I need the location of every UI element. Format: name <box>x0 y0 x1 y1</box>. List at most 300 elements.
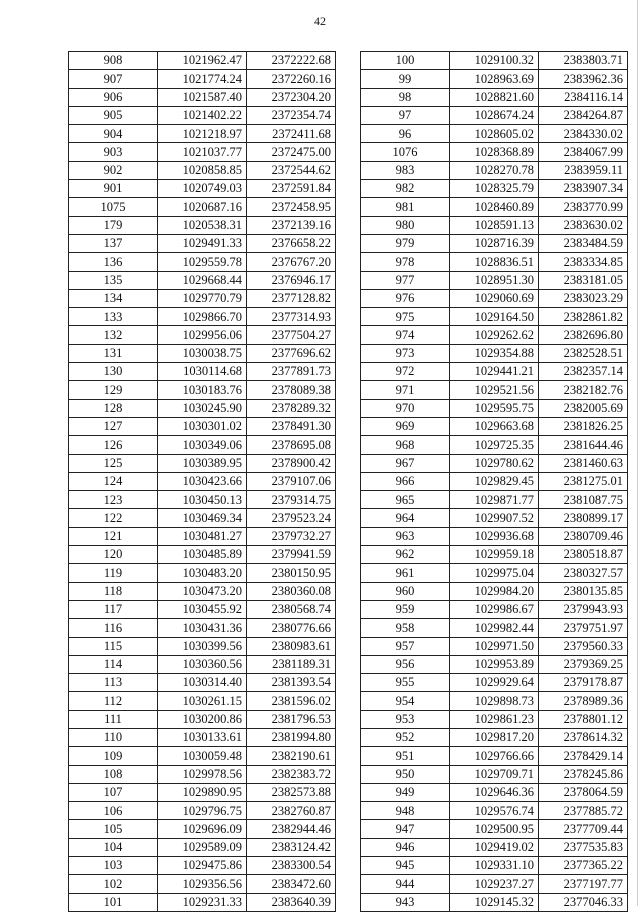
x-coordinate-cell: 1029898.73 <box>450 692 539 710</box>
right-table-body <box>361 52 628 912</box>
point-number-cell: 117 <box>69 600 158 618</box>
point-number-cell: 96 <box>361 125 450 143</box>
y-coordinate-cell: 2379369.25 <box>539 655 628 673</box>
y-coordinate-cell: 2381644.46 <box>539 436 628 454</box>
y-coordinate-cell: 2372260.16 <box>247 70 336 88</box>
table-row <box>69 783 336 801</box>
x-coordinate-cell: 1029475.86 <box>158 857 247 875</box>
point-number-cell: 961 <box>361 564 450 582</box>
point-number-cell: 902 <box>69 161 158 179</box>
table-row <box>361 546 628 564</box>
x-coordinate-cell: 1029331.10 <box>450 857 539 875</box>
x-coordinate-cell: 1029356.56 <box>158 875 247 893</box>
x-coordinate-cell: 1028951.30 <box>450 271 539 289</box>
y-coordinate-cell: 2380518.87 <box>539 546 628 564</box>
point-number-cell: 905 <box>69 106 158 124</box>
y-coordinate-cell: 2383334.85 <box>539 253 628 271</box>
y-coordinate-cell: 2383640.39 <box>247 893 336 911</box>
table-row <box>361 728 628 746</box>
table-row <box>361 70 628 88</box>
y-coordinate-cell: 2376658.22 <box>247 234 336 252</box>
point-number-cell: 111 <box>69 710 158 728</box>
table-row <box>361 161 628 179</box>
x-coordinate-cell: 1029986.67 <box>450 600 539 618</box>
x-coordinate-cell: 1021037.77 <box>158 143 247 161</box>
x-coordinate-cell: 1029262.62 <box>450 326 539 344</box>
y-coordinate-cell: 2378989.36 <box>539 692 628 710</box>
x-coordinate-cell: 1029595.75 <box>450 399 539 417</box>
point-number-cell: 981 <box>361 198 450 216</box>
point-number-cell: 121 <box>69 527 158 545</box>
y-coordinate-cell: 2383803.71 <box>539 52 628 70</box>
y-coordinate-cell: 2376767.20 <box>247 253 336 271</box>
y-coordinate-cell: 2378429.14 <box>539 747 628 765</box>
y-coordinate-cell: 2380568.74 <box>247 600 336 618</box>
table-row <box>69 234 336 252</box>
table-row <box>69 344 336 362</box>
y-coordinate-cell: 2383484.59 <box>539 234 628 252</box>
y-coordinate-cell: 2383124.42 <box>247 838 336 856</box>
point-number-cell: 105 <box>69 820 158 838</box>
point-number-cell: 966 <box>361 472 450 490</box>
x-coordinate-cell: 1029929.64 <box>450 674 539 692</box>
table-row <box>69 161 336 179</box>
x-coordinate-cell: 1029231.33 <box>158 893 247 911</box>
y-coordinate-cell: 2382383.72 <box>247 765 336 783</box>
x-coordinate-cell: 1021402.22 <box>158 106 247 124</box>
table-row <box>361 692 628 710</box>
point-number-cell: 956 <box>361 655 450 673</box>
x-coordinate-cell: 1029956.06 <box>158 326 247 344</box>
y-coordinate-cell: 2381826.25 <box>539 417 628 435</box>
table-row <box>69 106 336 124</box>
y-coordinate-cell: 2380135.85 <box>539 582 628 600</box>
point-number-cell: 130 <box>69 363 158 381</box>
x-coordinate-cell: 1028716.39 <box>450 234 539 252</box>
table-row <box>361 655 628 673</box>
table-row <box>361 326 628 344</box>
point-number-cell: 124 <box>69 472 158 490</box>
table-row <box>69 491 336 509</box>
table-row <box>69 308 336 326</box>
y-coordinate-cell: 2379943.93 <box>539 600 628 618</box>
point-number-cell: 951 <box>361 747 450 765</box>
y-coordinate-cell: 2372222.68 <box>247 52 336 70</box>
y-coordinate-cell: 2377365.22 <box>539 857 628 875</box>
point-number-cell: 971 <box>361 381 450 399</box>
point-number-cell: 123 <box>69 491 158 509</box>
table-row <box>69 875 336 893</box>
x-coordinate-cell: 1029696.09 <box>158 820 247 838</box>
table-row <box>69 582 336 600</box>
table-row <box>69 216 336 234</box>
y-coordinate-cell: 2380899.17 <box>539 509 628 527</box>
x-coordinate-cell: 1030423.66 <box>158 472 247 490</box>
x-coordinate-cell: 1029709.71 <box>450 765 539 783</box>
x-coordinate-cell: 1029668.44 <box>158 271 247 289</box>
x-coordinate-cell: 1028325.79 <box>450 180 539 198</box>
table-row <box>361 381 628 399</box>
point-number-cell: 101 <box>69 893 158 911</box>
y-coordinate-cell: 2380983.61 <box>247 637 336 655</box>
x-coordinate-cell: 1029354.88 <box>450 344 539 362</box>
y-coordinate-cell: 2377891.73 <box>247 363 336 381</box>
point-number-cell: 903 <box>69 143 158 161</box>
x-coordinate-cell: 1029866.70 <box>158 308 247 326</box>
left-table-body <box>69 52 336 912</box>
table-row <box>361 271 628 289</box>
y-coordinate-cell: 2380709.46 <box>539 527 628 545</box>
point-number-cell: 109 <box>69 747 158 765</box>
point-number-cell: 135 <box>69 271 158 289</box>
x-coordinate-cell: 1030314.40 <box>158 674 247 692</box>
point-number-cell: 974 <box>361 326 450 344</box>
point-number-cell: 946 <box>361 838 450 856</box>
table-row <box>69 289 336 307</box>
point-number-cell: 116 <box>69 619 158 637</box>
y-coordinate-cell: 2382182.76 <box>539 381 628 399</box>
point-number-cell: 962 <box>361 546 450 564</box>
x-coordinate-cell: 1029500.95 <box>450 820 539 838</box>
point-number-cell: 126 <box>69 436 158 454</box>
table-row <box>361 198 628 216</box>
table-row <box>69 600 336 618</box>
y-coordinate-cell: 2382357.14 <box>539 363 628 381</box>
x-coordinate-cell: 1029766.66 <box>450 747 539 765</box>
table-row <box>361 619 628 637</box>
y-coordinate-cell: 2382573.88 <box>247 783 336 801</box>
table-row <box>361 308 628 326</box>
point-number-cell: 975 <box>361 308 450 326</box>
point-number-cell: 907 <box>69 70 158 88</box>
y-coordinate-cell: 2377535.83 <box>539 838 628 856</box>
x-coordinate-cell: 1028821.60 <box>450 88 539 106</box>
y-coordinate-cell: 2376946.17 <box>247 271 336 289</box>
y-coordinate-cell: 2377314.93 <box>247 308 336 326</box>
point-number-cell: 133 <box>69 308 158 326</box>
point-number-cell: 906 <box>69 88 158 106</box>
table-row <box>361 472 628 490</box>
table-row <box>69 838 336 856</box>
y-coordinate-cell: 2381596.02 <box>247 692 336 710</box>
y-coordinate-cell: 2384264.87 <box>539 106 628 124</box>
table-row <box>361 143 628 161</box>
x-coordinate-cell: 1020687.16 <box>158 198 247 216</box>
table-row <box>69 363 336 381</box>
x-coordinate-cell: 1021218.97 <box>158 125 247 143</box>
table-row <box>361 710 628 728</box>
x-coordinate-cell: 1029817.20 <box>450 728 539 746</box>
x-coordinate-cell: 1030059.48 <box>158 747 247 765</box>
y-coordinate-cell: 2378289.32 <box>247 399 336 417</box>
y-coordinate-cell: 2378695.08 <box>247 436 336 454</box>
table-row <box>69 70 336 88</box>
y-coordinate-cell: 2380360.08 <box>247 582 336 600</box>
y-coordinate-cell: 2382005.69 <box>539 399 628 417</box>
point-number-cell: 120 <box>69 546 158 564</box>
point-number-cell: 114 <box>69 655 158 673</box>
table-row <box>361 857 628 875</box>
x-coordinate-cell: 1029959.18 <box>450 546 539 564</box>
point-number-cell: 968 <box>361 436 450 454</box>
table-row <box>69 619 336 637</box>
y-coordinate-cell: 2381460.63 <box>539 454 628 472</box>
y-coordinate-cell: 2378064.59 <box>539 783 628 801</box>
point-number-cell: 137 <box>69 234 158 252</box>
table-row <box>69 765 336 783</box>
x-coordinate-cell: 1030431.36 <box>158 619 247 637</box>
table-row <box>69 509 336 527</box>
table-row <box>69 326 336 344</box>
x-coordinate-cell: 1030485.89 <box>158 546 247 564</box>
y-coordinate-cell: 2379732.27 <box>247 527 336 545</box>
x-coordinate-cell: 1029441.21 <box>450 363 539 381</box>
x-coordinate-cell: 1028368.89 <box>450 143 539 161</box>
point-number-cell: 950 <box>361 765 450 783</box>
y-coordinate-cell: 2377696.62 <box>247 344 336 362</box>
table-row <box>69 527 336 545</box>
x-coordinate-cell: 1021774.24 <box>158 70 247 88</box>
table-row <box>69 564 336 582</box>
y-coordinate-cell: 2377504.27 <box>247 326 336 344</box>
x-coordinate-cell: 1029829.45 <box>450 472 539 490</box>
x-coordinate-cell: 1030133.61 <box>158 728 247 746</box>
table-row <box>361 802 628 820</box>
table-row <box>69 546 336 564</box>
x-coordinate-cell: 1030200.86 <box>158 710 247 728</box>
y-coordinate-cell: 2379941.59 <box>247 546 336 564</box>
point-number-cell: 103 <box>69 857 158 875</box>
y-coordinate-cell: 2381393.54 <box>247 674 336 692</box>
table-row <box>69 436 336 454</box>
y-coordinate-cell: 2372475.00 <box>247 143 336 161</box>
point-number-cell: 957 <box>361 637 450 655</box>
point-number-cell: 100 <box>361 52 450 70</box>
point-number-cell: 119 <box>69 564 158 582</box>
point-number-cell: 107 <box>69 783 158 801</box>
point-number-cell: 104 <box>69 838 158 856</box>
point-number-cell: 965 <box>361 491 450 509</box>
table-row <box>361 564 628 582</box>
point-number-cell: 954 <box>361 692 450 710</box>
page-number: 42 <box>314 14 326 28</box>
point-number-cell: 125 <box>69 454 158 472</box>
table-row <box>361 582 628 600</box>
point-number-cell: 943 <box>361 893 450 911</box>
x-coordinate-cell: 1028605.02 <box>450 125 539 143</box>
x-coordinate-cell: 1028460.89 <box>450 198 539 216</box>
table-row <box>361 180 628 198</box>
point-number-cell: 980 <box>361 216 450 234</box>
point-number-cell: 979 <box>361 234 450 252</box>
y-coordinate-cell: 2382696.80 <box>539 326 628 344</box>
y-coordinate-cell: 2384330.02 <box>539 125 628 143</box>
y-coordinate-cell: 2372591.84 <box>247 180 336 198</box>
x-coordinate-cell: 1029861.23 <box>450 710 539 728</box>
table-row <box>69 271 336 289</box>
table-row <box>361 454 628 472</box>
y-coordinate-cell: 2381275.01 <box>539 472 628 490</box>
x-coordinate-cell: 1030481.27 <box>158 527 247 545</box>
table-row <box>69 472 336 490</box>
point-number-cell: 983 <box>361 161 450 179</box>
y-coordinate-cell: 2379107.06 <box>247 472 336 490</box>
y-coordinate-cell: 2379314.75 <box>247 491 336 509</box>
x-coordinate-cell: 1021962.47 <box>158 52 247 70</box>
y-coordinate-cell: 2383181.05 <box>539 271 628 289</box>
y-coordinate-cell: 2372458.95 <box>247 198 336 216</box>
point-number-cell: 179 <box>69 216 158 234</box>
y-coordinate-cell: 2380327.57 <box>539 564 628 582</box>
y-coordinate-cell: 2381189.31 <box>247 655 336 673</box>
x-coordinate-cell: 1030261.15 <box>158 692 247 710</box>
point-number-cell: 129 <box>69 381 158 399</box>
x-coordinate-cell: 1029780.62 <box>450 454 539 472</box>
point-number-cell: 110 <box>69 728 158 746</box>
table-row <box>361 216 628 234</box>
point-number-cell: 960 <box>361 582 450 600</box>
table-row <box>361 491 628 509</box>
table-row <box>361 52 628 70</box>
table-row <box>361 820 628 838</box>
y-coordinate-cell: 2377197.77 <box>539 875 628 893</box>
table-row <box>69 381 336 399</box>
x-coordinate-cell: 1030389.95 <box>158 454 247 472</box>
x-coordinate-cell: 1029796.75 <box>158 802 247 820</box>
point-number-cell: 978 <box>361 253 450 271</box>
y-coordinate-cell: 2383630.02 <box>539 216 628 234</box>
x-coordinate-cell: 1029725.35 <box>450 436 539 454</box>
y-coordinate-cell: 2382190.61 <box>247 747 336 765</box>
y-coordinate-cell: 2381087.75 <box>539 491 628 509</box>
y-coordinate-cell: 2383472.60 <box>247 875 336 893</box>
y-coordinate-cell: 2380150.95 <box>247 564 336 582</box>
table-row <box>361 125 628 143</box>
y-coordinate-cell: 2377128.82 <box>247 289 336 307</box>
y-coordinate-cell: 2381796.53 <box>247 710 336 728</box>
point-number-cell: 1075 <box>69 198 158 216</box>
x-coordinate-cell: 1029100.32 <box>450 52 539 70</box>
x-coordinate-cell: 1021587.40 <box>158 88 247 106</box>
y-coordinate-cell: 2372411.68 <box>247 125 336 143</box>
left-coordinates-table <box>68 51 336 912</box>
x-coordinate-cell: 1020749.03 <box>158 180 247 198</box>
x-coordinate-cell: 1029953.89 <box>450 655 539 673</box>
point-number-cell: 908 <box>69 52 158 70</box>
table-row <box>69 692 336 710</box>
x-coordinate-cell: 1029164.50 <box>450 308 539 326</box>
x-coordinate-cell: 1029907.52 <box>450 509 539 527</box>
table-row <box>361 509 628 527</box>
x-coordinate-cell: 1029936.68 <box>450 527 539 545</box>
point-number-cell: 970 <box>361 399 450 417</box>
point-number-cell: 112 <box>69 692 158 710</box>
y-coordinate-cell: 2378801.12 <box>539 710 628 728</box>
table-row <box>361 674 628 692</box>
y-coordinate-cell: 2384116.14 <box>539 88 628 106</box>
table-row <box>69 674 336 692</box>
x-coordinate-cell: 1030450.13 <box>158 491 247 509</box>
x-coordinate-cell: 1030245.90 <box>158 399 247 417</box>
point-number-cell: 977 <box>361 271 450 289</box>
table-row <box>69 143 336 161</box>
y-coordinate-cell: 2372544.62 <box>247 161 336 179</box>
y-coordinate-cell: 2379751.97 <box>539 619 628 637</box>
y-coordinate-cell: 2378900.42 <box>247 454 336 472</box>
point-number-cell: 127 <box>69 417 158 435</box>
table-row <box>361 344 628 362</box>
point-number-cell: 97 <box>361 106 450 124</box>
left-coordinates-table-container <box>68 51 336 912</box>
y-coordinate-cell: 2372354.74 <box>247 106 336 124</box>
point-number-cell: 964 <box>361 509 450 527</box>
x-coordinate-cell: 1029491.33 <box>158 234 247 252</box>
table-row <box>69 125 336 143</box>
x-coordinate-cell: 1030483.20 <box>158 564 247 582</box>
table-row <box>361 527 628 545</box>
point-number-cell: 955 <box>361 674 450 692</box>
y-coordinate-cell: 2380776.66 <box>247 619 336 637</box>
x-coordinate-cell: 1030360.56 <box>158 655 247 673</box>
y-coordinate-cell: 2379178.87 <box>539 674 628 692</box>
x-coordinate-cell: 1030399.56 <box>158 637 247 655</box>
page-edge-line <box>637 0 638 906</box>
table-row <box>69 52 336 70</box>
point-number-cell: 969 <box>361 417 450 435</box>
point-number-cell: 98 <box>361 88 450 106</box>
right-coordinates-table-container <box>360 51 628 912</box>
point-number-cell: 944 <box>361 875 450 893</box>
table-row <box>69 198 336 216</box>
point-number-cell: 963 <box>361 527 450 545</box>
x-coordinate-cell: 1028836.51 <box>450 253 539 271</box>
point-number-cell: 945 <box>361 857 450 875</box>
table-row <box>361 600 628 618</box>
table-row <box>361 875 628 893</box>
point-number-cell: 959 <box>361 600 450 618</box>
y-coordinate-cell: 2382944.46 <box>247 820 336 838</box>
table-row <box>69 454 336 472</box>
x-coordinate-cell: 1029237.27 <box>450 875 539 893</box>
x-coordinate-cell: 1029978.56 <box>158 765 247 783</box>
x-coordinate-cell: 1029984.20 <box>450 582 539 600</box>
point-number-cell: 973 <box>361 344 450 362</box>
table-row <box>361 893 628 911</box>
y-coordinate-cell: 2383907.34 <box>539 180 628 198</box>
y-coordinate-cell: 2381994.80 <box>247 728 336 746</box>
y-coordinate-cell: 2377885.72 <box>539 802 628 820</box>
x-coordinate-cell: 1029975.04 <box>450 564 539 582</box>
y-coordinate-cell: 2383300.54 <box>247 857 336 875</box>
table-row <box>361 783 628 801</box>
point-number-cell: 967 <box>361 454 450 472</box>
table-row <box>361 289 628 307</box>
y-coordinate-cell: 2383959.11 <box>539 161 628 179</box>
right-coordinates-table <box>360 51 628 912</box>
point-number-cell: 118 <box>69 582 158 600</box>
point-number-cell: 108 <box>69 765 158 783</box>
table-row <box>361 436 628 454</box>
x-coordinate-cell: 1030301.02 <box>158 417 247 435</box>
point-number-cell: 948 <box>361 802 450 820</box>
point-number-cell: 982 <box>361 180 450 198</box>
x-coordinate-cell: 1030473.20 <box>158 582 247 600</box>
table-row <box>361 253 628 271</box>
point-number-cell: 122 <box>69 509 158 527</box>
table-row <box>69 820 336 838</box>
x-coordinate-cell: 1030349.06 <box>158 436 247 454</box>
x-coordinate-cell: 1030114.68 <box>158 363 247 381</box>
